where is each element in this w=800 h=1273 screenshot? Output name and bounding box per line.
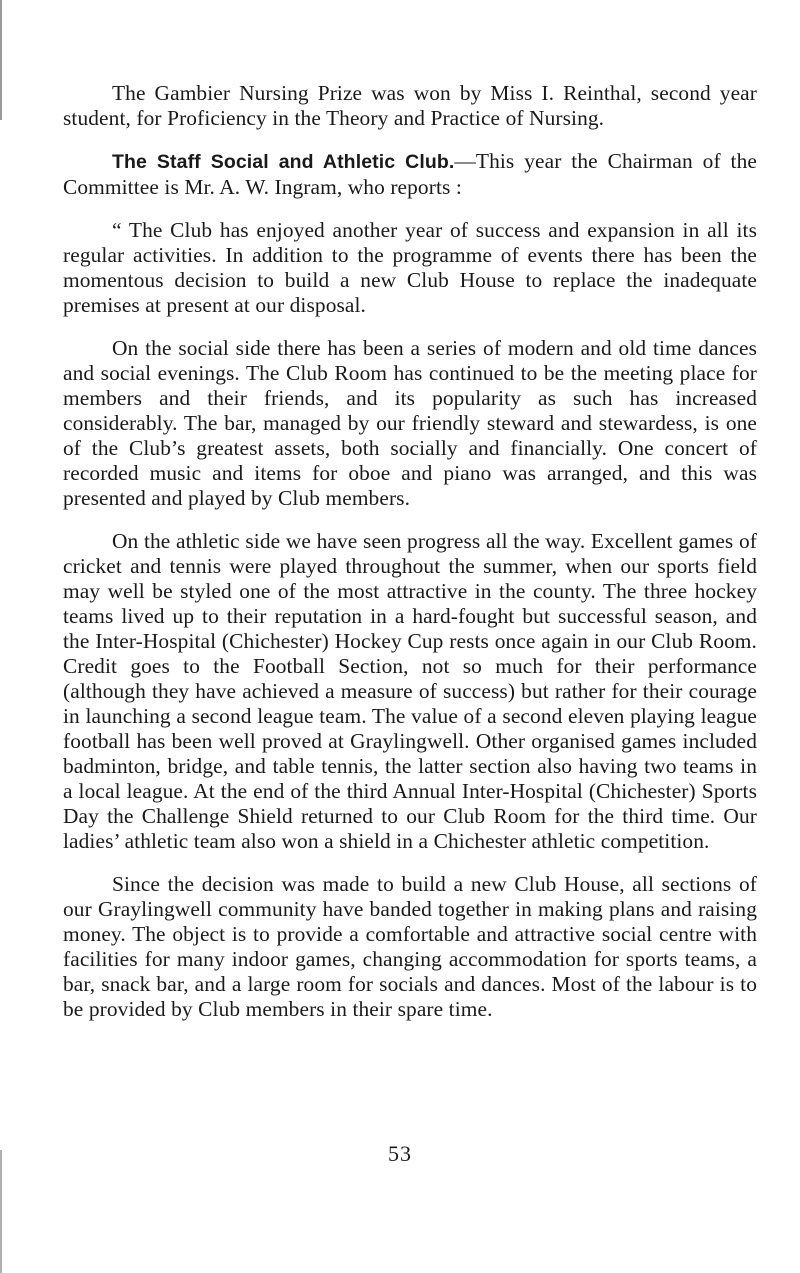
club-paragraph <box>63 149 757 200</box>
club-heading: The Staff Social and Athletic Club. <box>112 151 455 173</box>
report-paragraph-3: On the athletic side we have seen progress all the way. Excellent games of cricket and tennis were played throughout the summer, when our sports field may well be styled one of the most attractive in the county. The three hockey teams lived up to their reputation in a hard-fought but successful season, and the Inter-Hospital (Chichester) Hockey Cup rests once again in our Club Room. Credit goes to the Football Section, not so much for their performance (although they have achieved a measure of success) but rather for their courage in launching a second league team. The value of a second eleven playing league football has been well proved at Graylingwell. Other organised games included badminton, bridge, and table tennis, the latter section also having two teams in a local league. At the end of the third Annual Inter-Hospital (Chichester) Sports Day the Challenge Shield returned to our Club Room for the third time. Our ladies’ athletic team also won a shield in a Chichester athletic competition. <box>63 529 757 853</box>
report-paragraph-2: On the social side there has been a series of modern and old time dances and social evenings. The Club Room has continued to be the meeting place for members and their friends, and its popularity as such has increased considerably. The bar, managed by our friendly steward and stewardess, is one of the Club’s greatest assets, both socially and financially. One concert of recorded music and items for oboe and piano was arranged, and this was presented and played by Club members. <box>63 336 757 510</box>
report-paragraph-1: “ The Club has enjoyed another year of success and expansion in all its regular activities. In addition to the programme of events there has been the momentous decision to build a new Club House to replace the inadequate premises at present at our disposal. <box>63 218 757 317</box>
page-edge-shadow <box>0 1150 2 1273</box>
club-intro-text: —This year the Chairman of the Committee is Mr. A. W. Ingram, who reports : <box>63 149 757 199</box>
document-page <box>63 81 757 1040</box>
page-number: 53 <box>388 1141 412 1166</box>
page-edge-shadow <box>0 0 2 120</box>
report-paragraph-4: Since the decision was made to build a new Club House, all sections of our Graylingwell community have banded together in making plans and raising money. The object is to provide a comfortable and attractive social centre with facilities for many indoor games, changing accommodation for sports teams, a bar, snack bar, and a large room for socials and dances. Most of the labour is to be provided by Club members in their spare time. <box>63 872 757 1021</box>
gambier-prize-paragraph: The Gambier Nursing Prize was won by Miss I. Reinthal, second year student, for Proficiency in the Theory and Practice of Nursing. <box>63 81 757 130</box>
